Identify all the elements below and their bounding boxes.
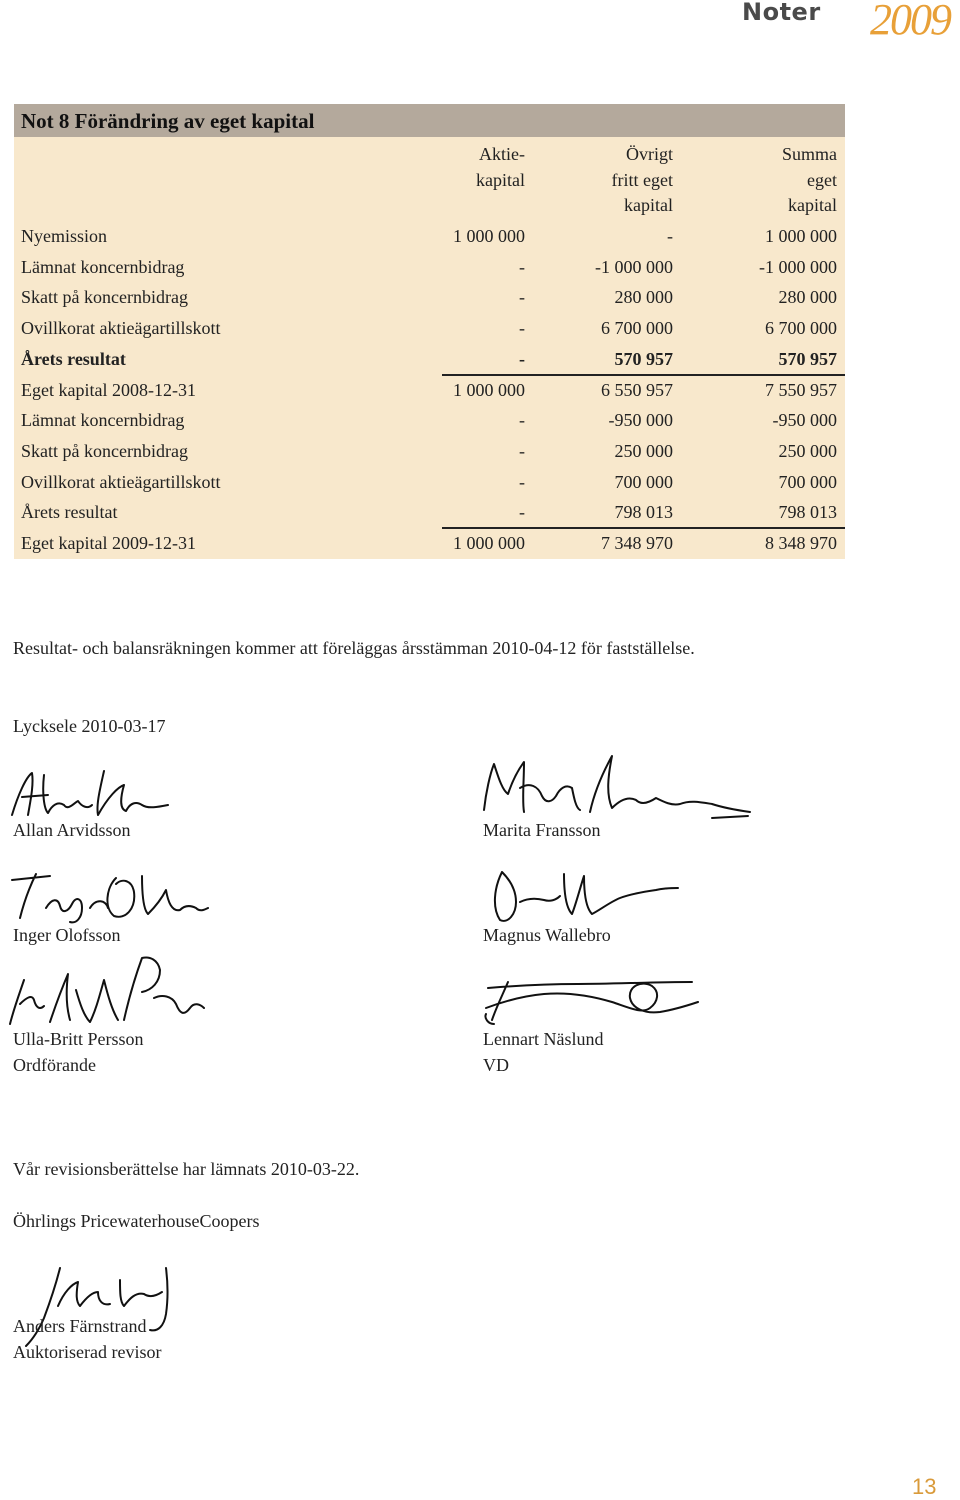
signatory-role: VD xyxy=(483,1055,509,1075)
audit-statement: Vår revisionsberättelse har lämnats 2010-03-22. xyxy=(13,1159,360,1179)
cell-aktiekapital: 1 000 000 xyxy=(453,226,525,246)
table-row xyxy=(14,313,845,343)
row-label: Lämnat koncernbidrag xyxy=(21,256,185,277)
cell-summa-eget-kapital: -1 000 000 xyxy=(759,256,837,277)
column-header-aktiekapital: Aktie- kapital xyxy=(476,144,525,190)
audit-firm: Öhrlings PricewaterhouseCoopers xyxy=(13,1211,260,1231)
row-label: Skatt på koncernbidrag xyxy=(21,287,188,308)
cell-summa-eget-kapital: 700 000 xyxy=(778,471,837,492)
table-row xyxy=(14,375,845,405)
cell-summa-eget-kapital: 798 013 xyxy=(778,502,837,523)
signatory-role: Ordförande xyxy=(13,1055,96,1075)
cell-aktiekapital: - xyxy=(519,287,525,308)
auditor-title: Auktoriserad revisor xyxy=(13,1342,162,1362)
cell-ovrigt-fritt-eget-kapital: 6 700 000 xyxy=(601,318,673,339)
cell-aktiekapital: - xyxy=(519,410,525,431)
row-label: Eget kapital 2009-12-31 xyxy=(21,533,196,553)
cell-ovrigt-fritt-eget-kapital: 280 000 xyxy=(614,287,673,308)
row-label: Eget kapital 2008-12-31 xyxy=(21,379,196,400)
row-label: Årets resultat xyxy=(21,348,126,369)
cell-aktiekapital: - xyxy=(519,318,525,339)
signature-magnus-wallebro xyxy=(480,858,680,928)
column-header-summa: Summa eget kapital xyxy=(781,144,837,215)
section-title: Noter xyxy=(742,0,821,26)
cell-ovrigt-fritt-eget-kapital: 6 550 957 xyxy=(601,379,673,400)
cell-ovrigt-fritt-eget-kapital: -1 000 000 xyxy=(595,256,673,277)
cell-aktiekapital: - xyxy=(519,502,525,523)
table-row xyxy=(14,252,845,282)
report-year: 2009 xyxy=(870,0,950,44)
signature-inger-olofsson xyxy=(6,868,211,926)
note-title: Not 8 Förändring av eget kapital xyxy=(14,104,845,137)
table-row xyxy=(14,528,845,558)
row-label: Lämnat koncernbidrag xyxy=(21,410,185,431)
cell-summa-eget-kapital: 1 000 000 xyxy=(765,226,837,246)
cell-summa-eget-kapital: 280 000 xyxy=(778,287,837,308)
signature-ulla-britt-persson xyxy=(4,950,209,1030)
signature-lennart-naslund xyxy=(482,962,704,1032)
total-rule xyxy=(442,527,845,529)
cell-ovrigt-fritt-eget-kapital: 7 348 970 xyxy=(601,533,673,553)
column-header-ovrigt: Övrigt fritt eget kapital xyxy=(611,144,673,215)
adoption-statement: Resultat- och balansräkningen kommer att föreläggas årsstämman 2010-04-12 för fastställelse. xyxy=(13,638,695,658)
cell-summa-eget-kapital: 8 348 970 xyxy=(765,533,837,553)
table-row xyxy=(14,344,845,374)
cell-summa-eget-kapital: 6 700 000 xyxy=(765,318,837,339)
row-label: Ovillkorat aktieägartillskott xyxy=(21,318,221,339)
cell-aktiekapital: - xyxy=(519,256,525,277)
signatory-name: Magnus Wallebro xyxy=(483,925,611,945)
table-row xyxy=(14,282,845,312)
table-row xyxy=(14,221,845,251)
cell-ovrigt-fritt-eget-kapital: 250 000 xyxy=(614,440,673,461)
cell-ovrigt-fritt-eget-kapital: - xyxy=(667,226,673,246)
cell-summa-eget-kapital: 570 957 xyxy=(778,348,837,369)
table-row xyxy=(14,436,845,466)
signatory-name: Allan Arvidsson xyxy=(13,820,131,840)
cell-aktiekapital: - xyxy=(519,440,525,461)
table-row xyxy=(14,467,845,497)
signatory-name: Ulla-Britt Persson xyxy=(13,1029,144,1049)
auditor-name: Anders Färnstrand xyxy=(13,1316,147,1336)
cell-ovrigt-fritt-eget-kapital: -950 000 xyxy=(608,410,673,431)
row-label: Ovillkorat aktieägartillskott xyxy=(21,471,221,492)
cell-summa-eget-kapital: -950 000 xyxy=(772,410,837,431)
row-label: Skatt på koncernbidrag xyxy=(21,440,188,461)
table-row xyxy=(14,497,845,527)
signatory-name: Lennart Näslund xyxy=(483,1029,604,1049)
cell-aktiekapital: - xyxy=(519,348,525,369)
cell-aktiekapital: 1 000 000 xyxy=(453,379,525,400)
cell-ovrigt-fritt-eget-kapital: 798 013 xyxy=(614,502,673,523)
signature-marita-fransson xyxy=(480,752,755,827)
page-number: 13 xyxy=(912,1474,937,1499)
signatory-name: Inger Olofsson xyxy=(13,925,121,945)
cell-aktiekapital: 1 000 000 xyxy=(453,533,525,553)
cell-aktiekapital: - xyxy=(519,471,525,492)
table-row xyxy=(14,405,845,435)
cell-summa-eget-kapital: 250 000 xyxy=(778,440,837,461)
row-label: Årets resultat xyxy=(21,502,118,523)
subtotal-rule xyxy=(442,374,845,376)
row-label: Nyemission xyxy=(21,226,108,246)
note-panel xyxy=(14,104,845,559)
signature-allan-arvidsson xyxy=(8,765,178,820)
place-and-date: Lycksele 2010-03-17 xyxy=(13,716,166,736)
cell-ovrigt-fritt-eget-kapital: 570 957 xyxy=(614,348,673,369)
cell-summa-eget-kapital: 7 550 957 xyxy=(765,379,837,400)
signature-anders-farnstrand xyxy=(20,1262,185,1352)
signatory-name: Marita Fransson xyxy=(483,820,601,840)
cell-ovrigt-fritt-eget-kapital: 700 000 xyxy=(614,471,673,492)
